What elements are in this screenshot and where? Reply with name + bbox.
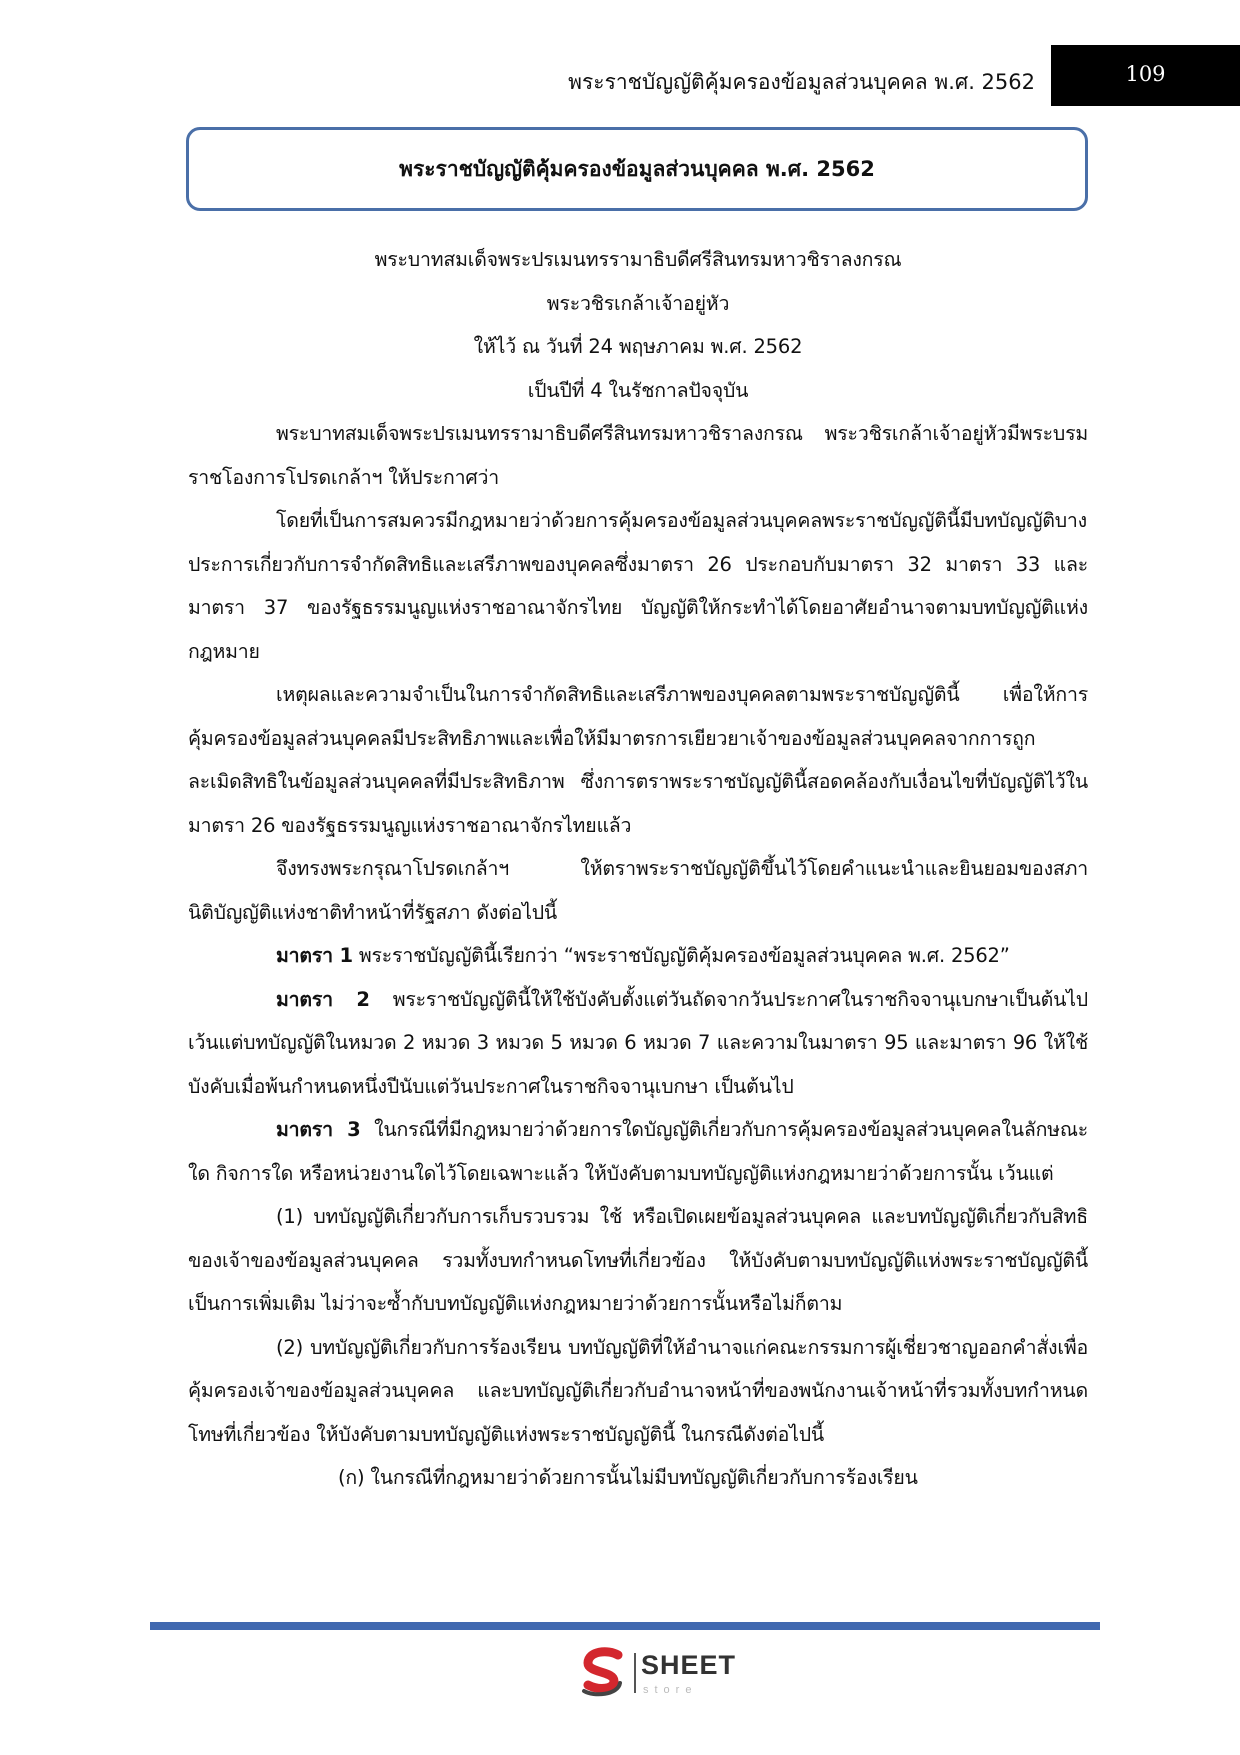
preamble-line: พระบาทสมเด็จพระปรเมนทรรามาธิบดีศรีสินทรมหาวชิราลงกรณ bbox=[374, 248, 902, 271]
document-body bbox=[188, 238, 1088, 1500]
document-title: พระราชบัญญัติคุ้มครองข้อมูลส่วนบุคคล พ.ศ. 2562 bbox=[399, 156, 875, 181]
section-label: มาตรา 2 bbox=[276, 987, 370, 1011]
running-header-title: พระราชบัญญัติคุ้มครองข้อมูลส่วนบุคคล พ.ศ. 2562 bbox=[568, 70, 1035, 94]
paragraph: จึงทรงพระกรุณาโปรดเกล้าฯ ให้ตราพระราชบัญญัติขึ้นไว้โดยคำแนะนำและยินยอมของสภานิติบัญญัติแห่งชาติทำหน้าที่รัฐสภา ดังต่อไปนี้ bbox=[188, 857, 1088, 924]
preamble-line: เป็นปีที่ 4 ในรัชกาลปัจจุบัน bbox=[527, 378, 749, 402]
list-item: (2) บทบัญญัติเกี่ยวกับการร้องเรียน บทบัญญัติที่ให้อำนาจแก่คณะกรรมการผู้เชี่ยวชาญออกคำสั่งเพื่อคุ้มครองเจ้าของข้อมูลส่วนบุคคล และบทบัญญัติเกี่ยวกับอำนาจหน้าที่ของพนักงานเจ้าหน้าที่รวมทั้งบทกำหนดโทษที่เกี่ยวข้อง ให้บังคับตามบทบัญญัติแห่งพระราชบัญญัตินี้ ในกรณีดังต่อไปนี้ bbox=[188, 1335, 1088, 1446]
sheet-store-logo bbox=[574, 1645, 754, 1705]
logo-divider bbox=[634, 1653, 636, 1693]
paragraph: โดยที่เป็นการสมควรมีกฎหมายว่าด้วยการคุ้มครองข้อมูลส่วนบุคคลพระราชบัญญัตินี้มีบทบัญญัติบางประการเกี่ยวกับการจำกัดสิทธิและเสรีภาพของบุคคลซึ่งมาตรา 26 ประกอบกับมาตรา 32 มาตรา 33 และมาตรา 37 ของรัฐธรรมนูญแห่งราชอาณาจักรไทย บัญญัติให้กระทำได้โดยอาศัยอำนาจตามบทบัญญัติแห่งกฎหมาย bbox=[188, 509, 1088, 663]
list-item: (1) บทบัญญัติเกี่ยวกับการเก็บรวบรวม ใช้ หรือเปิดเผยข้อมูลส่วนบุคคล และบทบัญญัติเกี่ยวกับสิทธิของเจ้าของข้อมูลส่วนบุคคล รวมทั้งบทกำหนดโทษที่เกี่ยวข้อง ให้บังคับตามบทบัญญัติแห่งพระราชบัญญัตินี้เป็นการเพิ่มเติม ไม่ว่าจะซ้ำกับบทบัญญัติแห่งกฎหมายว่าด้วยการนั้นหรือไม่ก็ตาม bbox=[188, 1205, 1088, 1315]
sheet-logo-icon bbox=[574, 1645, 630, 1701]
logo-subtext: store bbox=[643, 1684, 698, 1696]
footer-divider bbox=[150, 1622, 1100, 1630]
section-text: ในกรณีที่มีกฎหมายว่าด้วยการใดบัญญัติเกี่ยวกับการคุ้มครองข้อมูลส่วนบุคคลในลักษณะใด กิจการใด หรือหน่วยงานใดไว้โดยเฉพาะแล้ว ให้บังคับตามบทบัญญัติแห่งกฎหมายว่าด้วยการนั้น เว้นแต่ bbox=[188, 1118, 1088, 1185]
preamble-line: ให้ไว้ ณ วันที่ 24 พฤษภาคม พ.ศ. 2562 bbox=[473, 335, 803, 358]
paragraph: พระบาทสมเด็จพระปรเมนทรรามาธิบดีศรีสินทรมหาวชิราลงกรณ พระวชิรเกล้าเจ้าอยู่หัวมีพระบรมราชโองการโปรดเกล้าฯ ให้ประกาศว่า bbox=[188, 422, 1088, 489]
section-2 bbox=[188, 978, 1088, 1109]
document-title-box bbox=[186, 127, 1088, 211]
section-text: พระราชบัญญัตินี้ให้ใช้บังคับตั้งแต่วันถัดจากวันประกาศในราชกิจจานุเบกษาเป็นต้นไป เว้นแต่บทบัญญัติในหมวด 2 หมวด 3 หมวด 5 หมวด 6 หมวด 7 และความในมาตรา 95 และมาตรา 96 ให้ใช้บังคับเมื่อพ้นกำหนดหนึ่งปีนับแต่วันประกาศในราชกิจจานุเบกษา เป็นต้นไป bbox=[188, 987, 1088, 1098]
section-1 bbox=[188, 934, 1088, 978]
section-text: พระราชบัญญัตินี้เรียกว่า “พระราชบัญญัติคุ้มครองข้อมูลส่วนบุคคล พ.ศ. 2562” bbox=[352, 944, 1010, 967]
page-number: 109 bbox=[1125, 62, 1166, 86]
section-3 bbox=[188, 1108, 1088, 1195]
section-label: มาตรา 3 bbox=[276, 1118, 361, 1141]
page-number-box bbox=[1051, 45, 1240, 106]
section-label: มาตรา 1 bbox=[276, 944, 353, 967]
paragraph: เหตุผลและความจำเป็นในการจำกัดสิทธิและเสรีภาพของบุคคลตามพระราชบัญญัตินี้ เพื่อให้การคุ้มครองข้อมูลส่วนบุคคลมีประสิทธิภาพและเพื่อให้มีมาตรการเยียวยาเจ้าของข้อมูลส่วนบุคคลจากการถูกละเมิดสิทธิในข้อมูลส่วนบุคคลที่มีประสิทธิภาพ ซึ่งการตราพระราชบัญญัตินี้สอดคล้องกับเงื่อนไขที่บัญญัติไว้ในมาตรา 26 ของรัฐธรรมนูญแห่งราชอาณาจักรไทยแล้ว bbox=[188, 683, 1088, 837]
sub-list-item: (ก) ในกรณีที่กฎหมายว่าด้วยการนั้นไม่มีบทบัญญัติเกี่ยวกับการร้องเรียน bbox=[338, 1466, 918, 1489]
preamble-line: พระวชิรเกล้าเจ้าอยู่หัว bbox=[546, 291, 730, 315]
logo-text: SHEET bbox=[641, 1650, 737, 1680]
